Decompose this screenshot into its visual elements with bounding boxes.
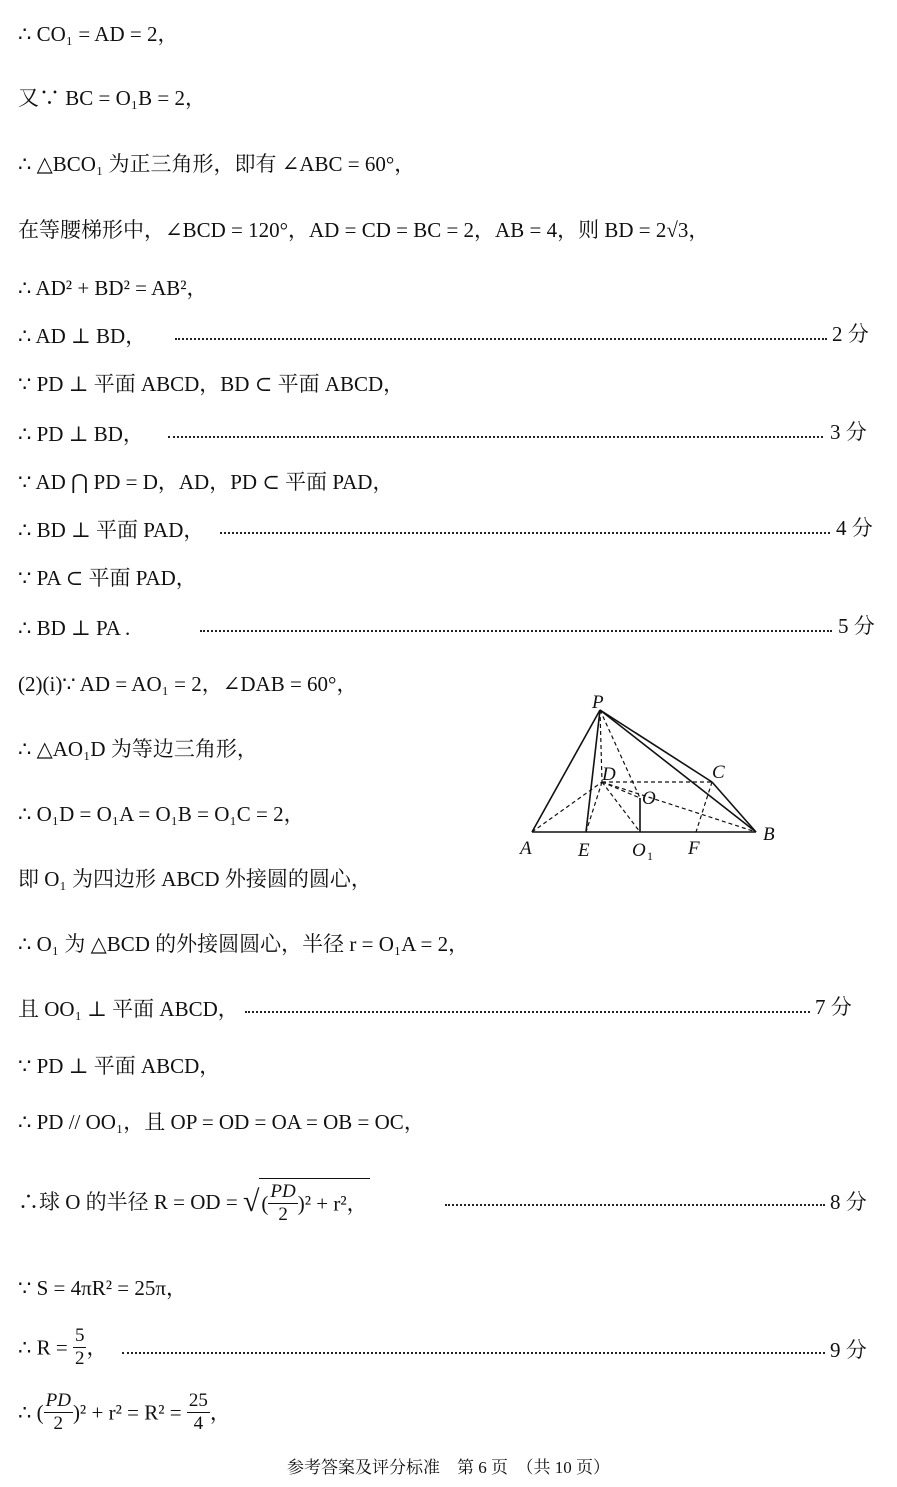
edge-pb	[600, 710, 756, 832]
line-23-prefix: ∴ R =	[18, 1335, 68, 1360]
line-23-suffix: ，	[86, 1335, 108, 1360]
fraction-denominator: 2	[53, 1413, 64, 1434]
label-d: D	[602, 764, 616, 785]
line-24-middle: )² + r² = R² =	[72, 1400, 182, 1425]
line-21-prefix: ∴球 O 的半径 R = OD =	[18, 1190, 238, 1214]
line-2: 又∵ BC = O₁B = 2，	[18, 86, 206, 110]
edge-pe	[586, 710, 600, 832]
pyramid-figure	[510, 690, 790, 870]
label-b: B	[763, 824, 775, 845]
fraction-numerator: 25	[188, 1390, 208, 1411]
dot-leader-4	[200, 630, 832, 632]
label-f: F	[688, 838, 700, 859]
line-1: ∴ CO₁ = AD = 2，	[18, 22, 179, 46]
edge-ad	[532, 782, 602, 832]
score-5: 5 分	[838, 614, 875, 638]
line-7: ∵ PD ⊥ 平面 ABCD，BD ⊂ 平面 ABCD，	[18, 372, 405, 396]
line-18: 且 OO₁ ⊥ 平面 ABCD，	[18, 997, 239, 1021]
line-19: ∵ PD ⊥ 平面 ABCD，	[18, 1054, 221, 1078]
line-23	[18, 1325, 107, 1377]
fraction-pd-over-2-b	[44, 1390, 73, 1435]
line-8: ∴ PD ⊥ BD，	[18, 422, 144, 446]
edge-do1	[602, 782, 640, 832]
line-24-suffix: ，	[209, 1400, 231, 1425]
score-9: 9 分	[830, 1338, 867, 1362]
dot-leader-6	[445, 1204, 825, 1206]
fraction-denominator: 2	[278, 1204, 288, 1225]
dot-leader-3	[220, 532, 830, 534]
label-p: P	[592, 692, 604, 713]
edge-cf	[696, 782, 712, 832]
fraction-denominator: 2	[74, 1348, 85, 1369]
fraction-numerator: PD	[270, 1181, 296, 1202]
label-e: E	[578, 840, 590, 861]
score-8: 8 分	[830, 1190, 867, 1214]
line-15: ∴ O₁D = O₁A = O₁B = O₁C = 2，	[18, 802, 305, 826]
line-24: ∴ ( $\frac{PD}{2}$ )² + r² = R² = $\frac{25}{4}$ ，	[18, 1390, 231, 1434]
edge-pa	[532, 710, 600, 832]
line-17: ∴ O₁ 为 △BCD 的外接圆圆心，半径 r = O₁A = 2，	[18, 932, 470, 956]
dot-leader-2	[168, 436, 823, 438]
line-6: ∴ AD ⊥ BD，	[18, 324, 147, 348]
line-13: (2)(i)∵ AD = AO₁ = 2，∠DAB = 60°，	[18, 672, 358, 696]
score-4: 4 分	[836, 516, 873, 540]
fraction-numerator: PD	[45, 1390, 71, 1411]
edge-cb	[712, 782, 756, 832]
line-3: ∴ △BCO₁ 为正三角形，即有 ∠ABC = 60°，	[18, 152, 416, 176]
line-21-suffix: )² + r²，	[297, 1191, 368, 1216]
edge-pc	[600, 710, 712, 782]
line-10: ∴ BD ⊥ 平面 PAD，	[18, 518, 205, 542]
edge-db	[602, 782, 756, 832]
sqrt-sign: √	[242, 1185, 260, 1218]
page-footer: 参考答案及评分标准 第 6 页 （共 10 页）	[287, 1458, 610, 1477]
line-9: ∵ AD ⋂ PD = D，AD，PD ⊂ 平面 PAD，	[18, 470, 394, 494]
score-7: 7 分	[815, 995, 852, 1019]
fraction-pd-over-2	[268, 1181, 297, 1226]
sqrt-radicand: ( $\frac{PD}{2}$ )² + r²，	[259, 1178, 369, 1226]
line-22: ∵ S = 4πR² = 25π，	[18, 1276, 187, 1300]
fraction-denominator: 4	[193, 1413, 204, 1434]
dot-leader-7	[122, 1352, 825, 1354]
line-20: ∴ PD // OO₁，且 OP = OD = OA = OB = OC，	[18, 1110, 425, 1134]
line-12: ∴ BD ⊥ PA .	[18, 616, 131, 640]
label-a: A	[520, 838, 532, 859]
fraction-numerator: 5	[74, 1325, 85, 1346]
line-16: 即 O₁ 为四边形 ABCD 外接圆的圆心，	[18, 867, 372, 891]
fraction-25-over-4	[187, 1390, 210, 1435]
label-o1: O	[632, 840, 646, 861]
line-21	[18, 1178, 370, 1234]
dot-leader-5	[245, 1011, 810, 1013]
label-o1-sub: 1	[647, 849, 653, 863]
line-11: ∵ PA ⊂ 平面 PAD，	[18, 566, 197, 590]
score-3: 3 分	[830, 420, 867, 444]
line-14: ∴ △AO₁D 为等边三角形，	[18, 737, 258, 761]
line-4: 在等腰梯形中，∠BCD = 120°，AD = CD = BC = 2，AB = 4，则 BD = 2√3，	[18, 218, 710, 242]
score-2: 2 分	[832, 322, 869, 346]
line-5: ∴ AD² + BD² = AB²，	[18, 276, 208, 300]
dot-leader-1	[175, 338, 827, 340]
fraction-5-over-2	[73, 1325, 87, 1370]
label-o: O	[642, 788, 656, 809]
label-c: C	[712, 762, 725, 783]
